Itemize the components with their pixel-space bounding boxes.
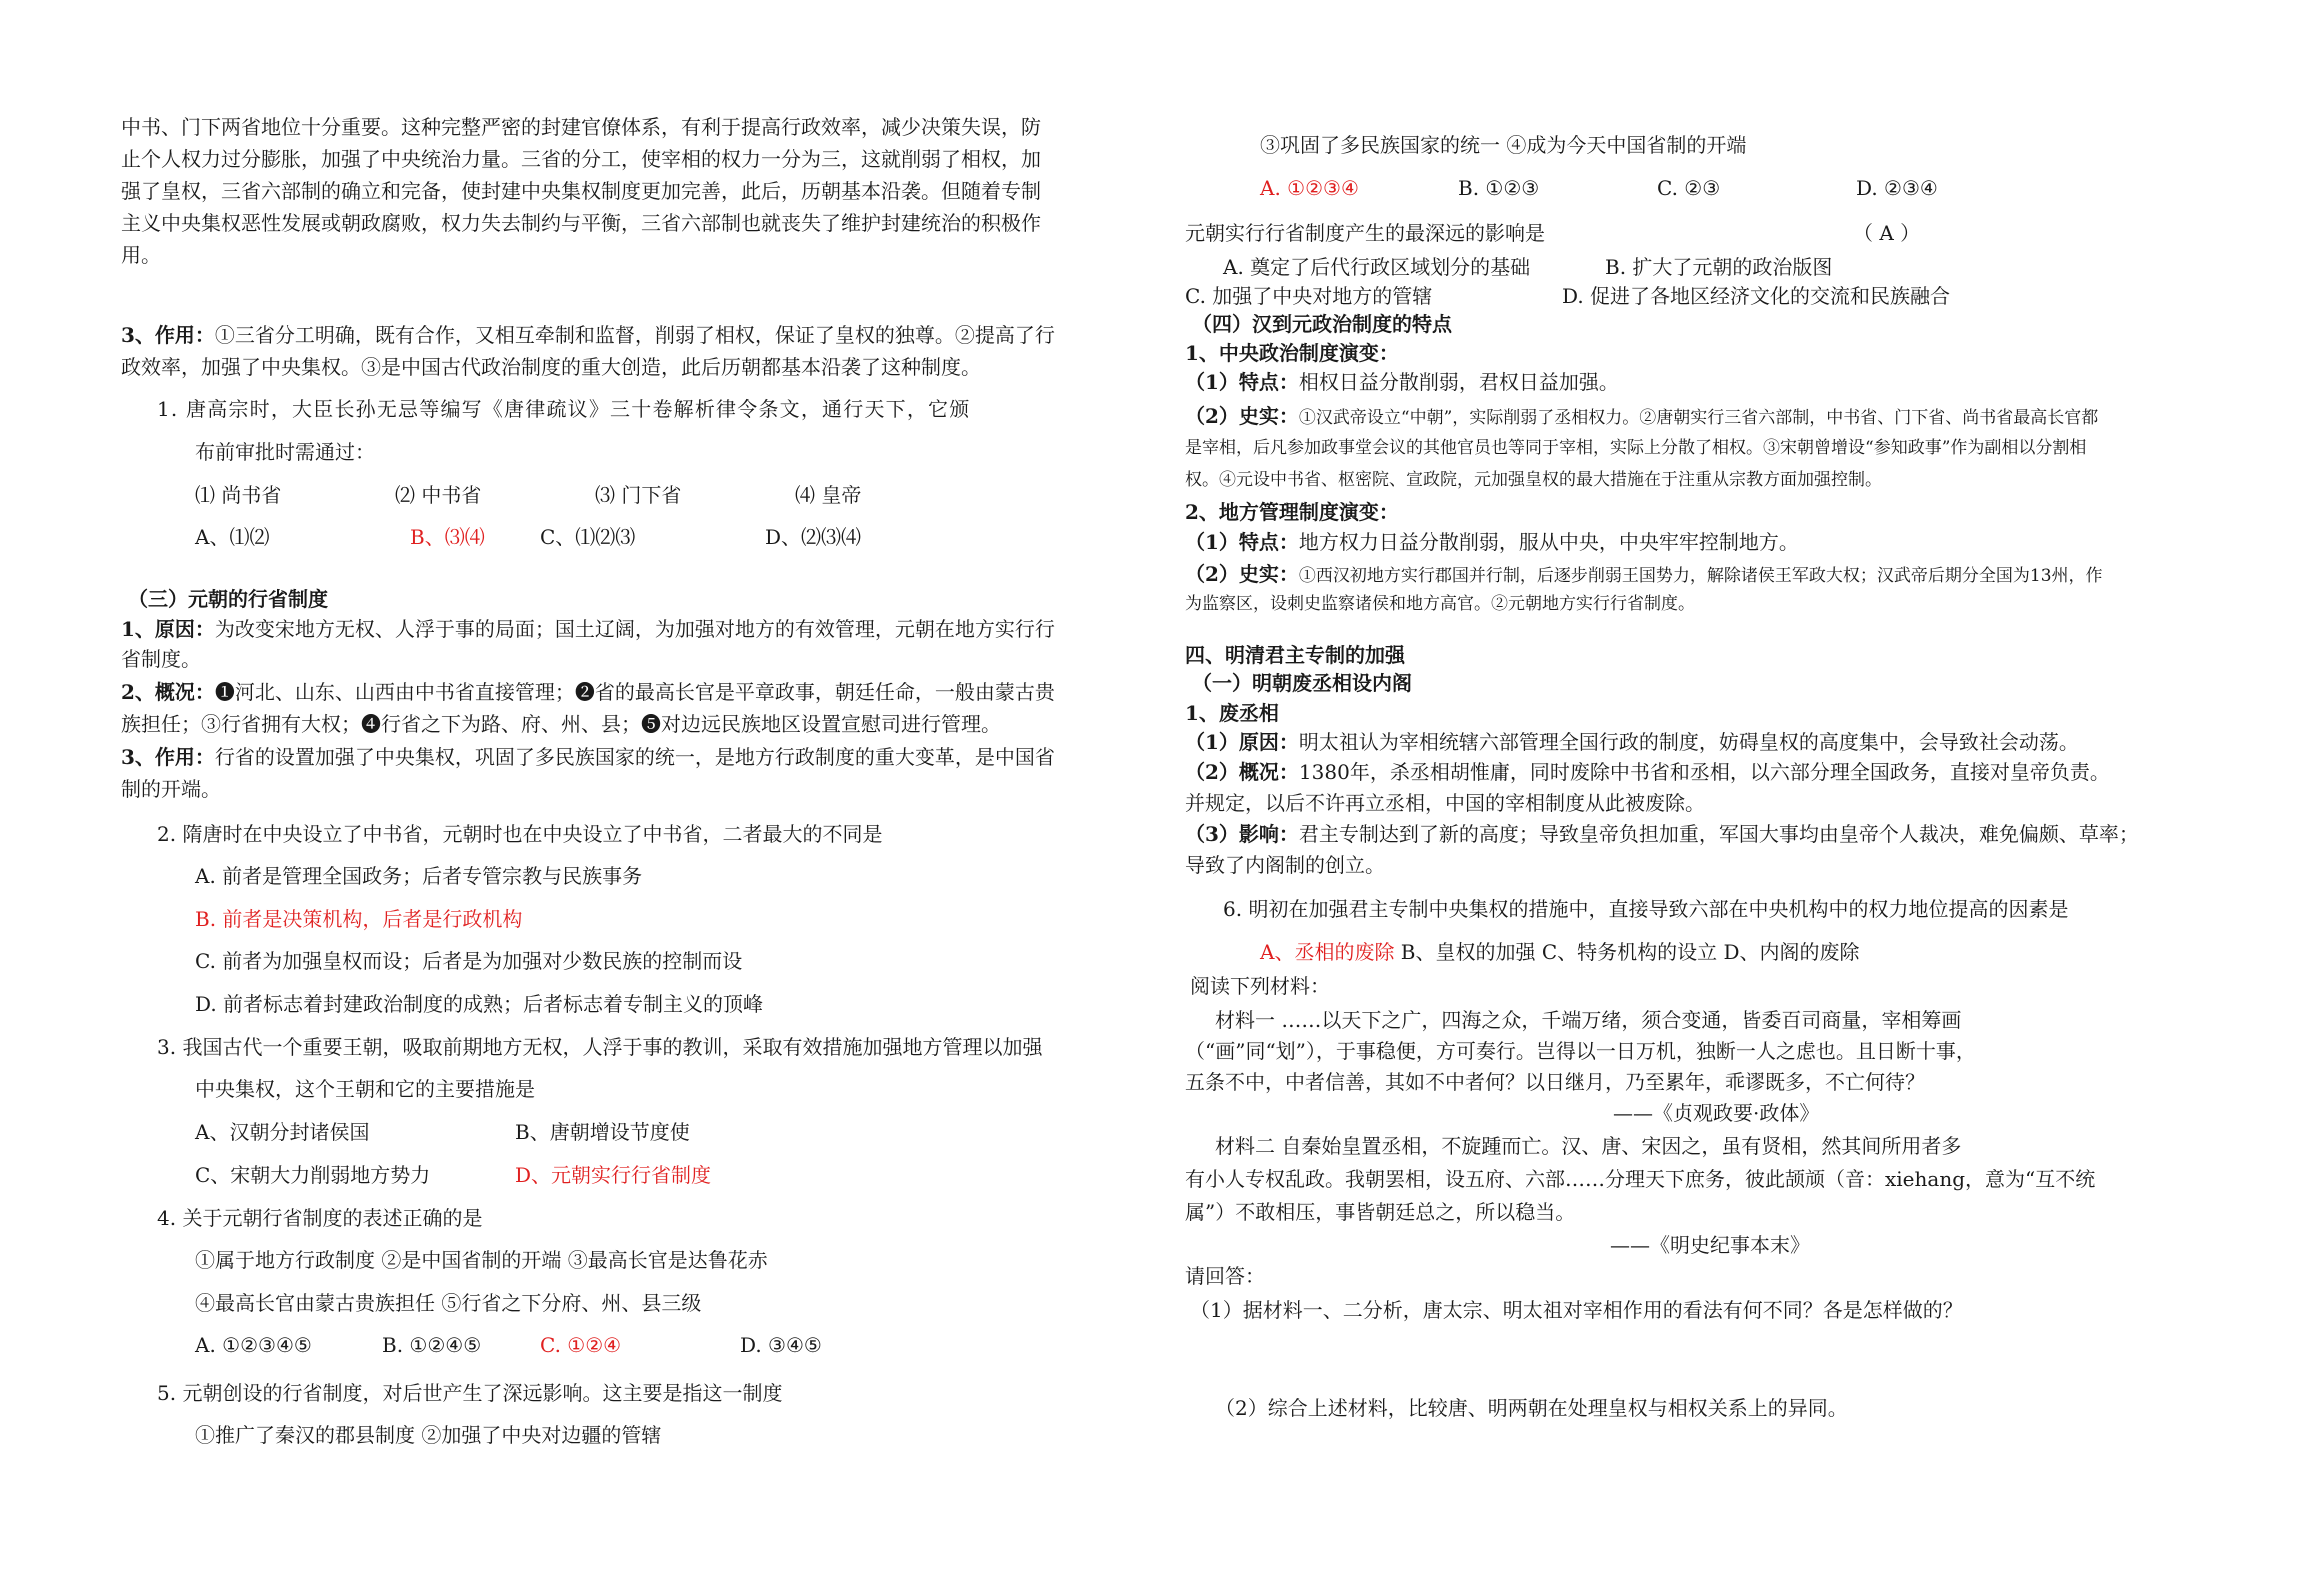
- q5-items-line-1: ①推广了秦汉的郡县制度 ②加强了中央对边疆的管辖: [195, 1423, 662, 1447]
- material1-source: ——《贞观政要·政体》: [1613, 1101, 1820, 1125]
- q2-option-d: D. 前者标志着封建政治制度的成熟；后者标志着专制主义的顶峰: [195, 992, 764, 1016]
- overview-line-1: [121, 680, 1055, 704]
- q4-option-b: B. ①②④⑤: [382, 1333, 482, 1357]
- q2-option-b-answer: B. 前者是决策机构，后者是行政机构: [195, 907, 523, 931]
- abolish-impact-label: （3）影响：: [1185, 822, 1299, 846]
- q3-option-b: B、唐朝增设节度使: [515, 1120, 690, 1144]
- q1-stem-line-1: 1. 唐高宗时，大臣长孙无忌等编写《唐律疏议》三十卷解析律令条文，通行天下，它颁: [157, 397, 971, 421]
- reason-label: 1、原因：: [121, 617, 215, 641]
- q4-option-a: A. ①②③④⑤: [195, 1333, 312, 1357]
- local-feature-label: （1）特点：: [1185, 530, 1299, 554]
- part4-title: 四、明清君主专制的加强: [1185, 643, 1405, 667]
- local-title: 2、地方管理制度演变：: [1185, 500, 1399, 524]
- local-facts-line-1: [1185, 562, 2103, 588]
- q6-stem: 6. 明初在加强君主专制中央集权的措施中，直接导致六部在中央机构中的权力地位提高的因素是: [1223, 897, 2069, 921]
- q-yuan-option-b: B. 扩大了元朝的政治版图: [1605, 255, 1833, 279]
- material2-line-3: 属”）不敢相压，事皆朝廷总之，所以稳当。: [1185, 1200, 1576, 1224]
- q-yuan-stem: 元朝实行行省制度产生的最深远的影响是: [1185, 221, 1545, 245]
- abolish-reason-label: （1）原因：: [1185, 730, 1299, 754]
- reading-intro: 阅读下列材料：: [1190, 974, 1330, 998]
- central-facts-label: （2）史实：: [1185, 404, 1299, 428]
- intro-line-1: 中书、门下两省地位十分重要。这种完整严密的封建官僚体系，有利于提高行政效率，减少决策失误，防: [121, 115, 1041, 139]
- local-facts-text-1: ①西汉初地方实行郡国并行制，后逐步削弱王国势力，解除诸侯王军政大权；汉武帝后期分全国为13州，作: [1298, 566, 2103, 586]
- q-yuan-option-d: D. 促进了各地区经济文化的交流和民族融合: [1562, 284, 1951, 308]
- q4-items-line-2: ④最高长官由蒙古贵族担任 ⑤行省之下分府、州、县三级: [195, 1291, 702, 1315]
- effect-label: 3、作用：: [121, 323, 215, 347]
- yuan-effect-line-2: 制的开端。: [121, 777, 221, 801]
- central-facts-line-1: [1185, 404, 2098, 430]
- q1-option-a: A、⑴⑵: [195, 525, 270, 549]
- effect-line-1: [121, 323, 1055, 347]
- effect-line-2: 政效率，加强了中央集权。③是中国古代政治制度的重大创造，此后历朝都基本沿袭了这种制度。: [121, 355, 981, 379]
- section-yuan-title: （三）元朝的行省制度: [128, 587, 328, 611]
- local-feature: [1185, 530, 1799, 554]
- abolish-overview-line-1: [1185, 760, 2110, 784]
- q1-option-c: C、⑴⑵⑶: [540, 525, 636, 549]
- q1-option-b-answer: B、⑶⑷: [410, 525, 485, 549]
- material2-source: ——《明史纪事本末》: [1610, 1233, 1810, 1257]
- material1-line-2: （“画”同“划”），于事稳便，方可奏行。岂得以一日万机，独断一人之虑也。且日断十事，: [1185, 1039, 1976, 1063]
- central-facts-text-1: ①汉武帝设立“中朝”，实际削弱了丞相权力。②唐朝实行三省六部制，中书省、门下省、尚书省最高长官都: [1298, 408, 2099, 428]
- q6-answer: A、丞相的废除: [1260, 940, 1395, 964]
- q2-option-a: A. 前者是管理全国政务；后者专管宗教与民族事务: [195, 864, 643, 888]
- q6-options: [1260, 940, 1860, 964]
- q1-item-3: ⑶ 门下省: [595, 483, 682, 507]
- q5-items-line-2: ③巩固了多民族国家的统一 ④成为今天中国省制的开端: [1260, 133, 1747, 157]
- q4-option-c-answer: C. ①②④: [540, 1333, 622, 1357]
- q1-item-4: ⑷ 皇帝: [795, 483, 862, 507]
- reason-line-2: 省制度。: [121, 647, 201, 671]
- q4-stem: 4. 关于元朝行省制度的表述正确的是: [157, 1206, 483, 1230]
- q2-option-c: C. 前者为加强皇权而设；后者是为加强对少数民族的控制而设: [195, 949, 743, 973]
- q3-stem-line-1: 3. 我国古代一个重要王朝，吸取前期地方无权，人浮于事的教训，采取有效措施加强地方管理以加强: [157, 1035, 1043, 1059]
- central-feature: [1185, 370, 1619, 394]
- q1-stem-line-2: 布前审批时需通过：: [195, 440, 375, 464]
- central-feature-text: 相权日益分散削弱，君权日益加强。: [1298, 370, 1619, 394]
- intro-line-3: 强了皇权，三省六部制的确立和完备，使封建中央集权制度更加完善，此后，历朝基本沿袭。但随着专制: [121, 179, 1041, 203]
- q5-option-a-answer: A. ①②③④: [1260, 176, 1359, 200]
- central-feature-label: （1）特点：: [1185, 370, 1299, 394]
- q3-stem-line-2: 中央集权，这个王朝和它的主要措施是: [195, 1077, 535, 1101]
- material1-line-1: 材料一 ……以天下之广，四海之众，千端万绪，须合变通，皆委百司商量，宰相筹画: [1215, 1008, 1962, 1032]
- reason-line-1: [121, 617, 1055, 641]
- abolish-reason-text: 明太祖认为宰相统辖六部管理全国行政的制度，妨碍皇权的高度集中，会导致社会动荡。: [1298, 730, 2079, 754]
- abolish-overview-label: （2）概况：: [1185, 760, 1299, 784]
- central-facts-line-3: 权。④元设中书省、枢密院、宣政院，元加强皇权的最大措施在于注重从宗教方面加强控制。: [1185, 470, 1882, 490]
- q4-option-d: D. ③④⑤: [740, 1333, 822, 1357]
- section-han-yuan-title: （四）汉到元政治制度的特点: [1192, 312, 1452, 336]
- q3-option-d-answer: D、元朝实行行省制度: [515, 1163, 712, 1187]
- q1-item-2: ⑵ 中书省: [395, 483, 482, 507]
- abolish-impact-line-1: [1185, 822, 2139, 846]
- reason-text-1: 为改变宋地方无权、人浮于事的局面；国土辽阔，为加强对地方的有效管理，元朝在地方实行行: [214, 617, 1055, 641]
- q-yuan-answer: （ A ）: [1853, 221, 1921, 245]
- material2-line-1: 材料二 自秦始皇置丞相，不旋踵而亡。汉、唐、宋因之，虽有贤相，然其间所用者多: [1215, 1134, 1962, 1158]
- q-yuan-option-a: A. 奠定了后代行政区域划分的基础: [1223, 255, 1531, 279]
- overview-label: 2、概况：: [121, 680, 215, 704]
- intro-line-5: 用。: [121, 243, 161, 267]
- abolish-overview-line-2: 并规定，以后不许再立丞相，中国的宰相制度从此被废除。: [1185, 791, 1705, 815]
- yuan-effect-label: 3、作用：: [121, 745, 215, 769]
- abolish-impact-line-2: 导致了内阁制的创立。: [1185, 853, 1385, 877]
- q2-stem: 2. 隋唐时在中央设立了中书省，元朝时也在中央设立了中书省，二者最大的不同是: [157, 822, 883, 846]
- question-ask: 请回答：: [1185, 1264, 1265, 1288]
- question-part-1: （1）据材料一、二分析，唐太宗、明太祖对宰相作用的看法有何不同？各是怎样做的？: [1190, 1298, 1963, 1322]
- intro-line-2: 止个人权力过分膨胀，加强了中央统治力量。三省的分工，使宰相的权力一分为三，这就削弱了相权，加: [121, 147, 1041, 171]
- yuan-effect-line-1: [121, 745, 1055, 769]
- local-feature-text: 地方权力日益分散削弱，服从中央，中央牢牢控制地方。: [1298, 530, 1799, 554]
- q3-option-c: C、宋朝大力削弱地方势力: [195, 1163, 431, 1187]
- overview-text-1: ➊河北、山东、山西由中书省直接管理；➋省的最高长官是平章政事，朝廷任命，一般由蒙古贵: [214, 680, 1055, 704]
- q3-option-a: A、汉朝分封诸侯国: [195, 1120, 370, 1144]
- ming-section-title: （一）明朝废丞相设内阁: [1192, 671, 1412, 695]
- abolish-impact-text-1: 君主专制达到了新的高度；导致皇帝负担加重，军国大事均由皇帝个人裁决，难免偏颇、草率；: [1298, 822, 2139, 846]
- effect-text-1: ①三省分工明确，既有合作，又相互牵制和监督，削弱了相权，保证了皇权的独尊。②提高了行: [214, 323, 1055, 347]
- central-title: 1、中央政治制度演变：: [1185, 341, 1399, 365]
- q5-stem: 5. 元朝创设的行省制度，对后世产生了深远影响。这主要是指这一制度: [157, 1381, 783, 1405]
- local-facts-line-2: 为监察区，设刺史监察诸侯和地方高官。②元朝地方实行行省制度。: [1185, 594, 1695, 614]
- abolish-reason: [1185, 730, 2079, 754]
- central-facts-line-2: 是宰相，后凡参加政事堂会议的其他官员也等同于宰相，实际上分散了相权。③宋朝曾增设“参知政事”作为副相以分割相: [1185, 438, 2087, 458]
- material2-line-2: 有小人专权乱政。我朝罢相，设五府、六部……分理天下庶务，彼此颉颃（音：xiehang，意为“互不统: [1185, 1167, 2096, 1191]
- q1-item-1: ⑴ 尚书省: [195, 483, 282, 507]
- abolish-overview-text-1: 1380年，杀丞相胡惟庸，同时废除中书省和丞相，以六部分理全国政务，直接对皇帝负责。: [1298, 760, 2110, 784]
- q6-other-options: B、皇权的加强 C、特务机构的设立 D、内阁的废除: [1394, 940, 1860, 964]
- abolish-title: 1、废丞相: [1185, 701, 1279, 725]
- q-yuan-option-c: C. 加强了中央对地方的管辖: [1185, 284, 1433, 308]
- q1-option-d: D、⑵⑶⑷: [765, 525, 862, 549]
- q5-option-d: D. ②③④: [1856, 176, 1938, 200]
- yuan-effect-text-1: 行省的设置加强了中央集权，巩固了多民族国家的统一，是地方行政制度的重大变革，是中国省: [214, 745, 1055, 769]
- q5-option-b: B. ①②③: [1458, 176, 1540, 200]
- material1-line-3: 五条不中，中者信善，其如不中者何？以日继月，乃至累年，乖谬既多，不亡何待？: [1185, 1070, 1925, 1094]
- q4-items-line-1: ①属于地方行政制度 ②是中国省制的开端 ③最高长官是达鲁花赤: [195, 1248, 768, 1272]
- question-part-2: （2）综合上述材料，比较唐、明两朝在处理皇权与相权关系上的异同。: [1215, 1396, 1848, 1420]
- overview-line-2: 族担任；③行省拥有大权；➍行省之下为路、府、州、县；➎对边远民族地区设置宣慰司进行管理。: [121, 712, 1001, 736]
- intro-line-4: 主义中央集权恶性发展或朝政腐败，权力失去制约与平衡，三省六部制也就丧失了维护封建统治的积极作: [121, 211, 1041, 235]
- local-facts-label: （2）史实：: [1185, 562, 1299, 586]
- q5-option-c: C. ②③: [1657, 176, 1721, 200]
